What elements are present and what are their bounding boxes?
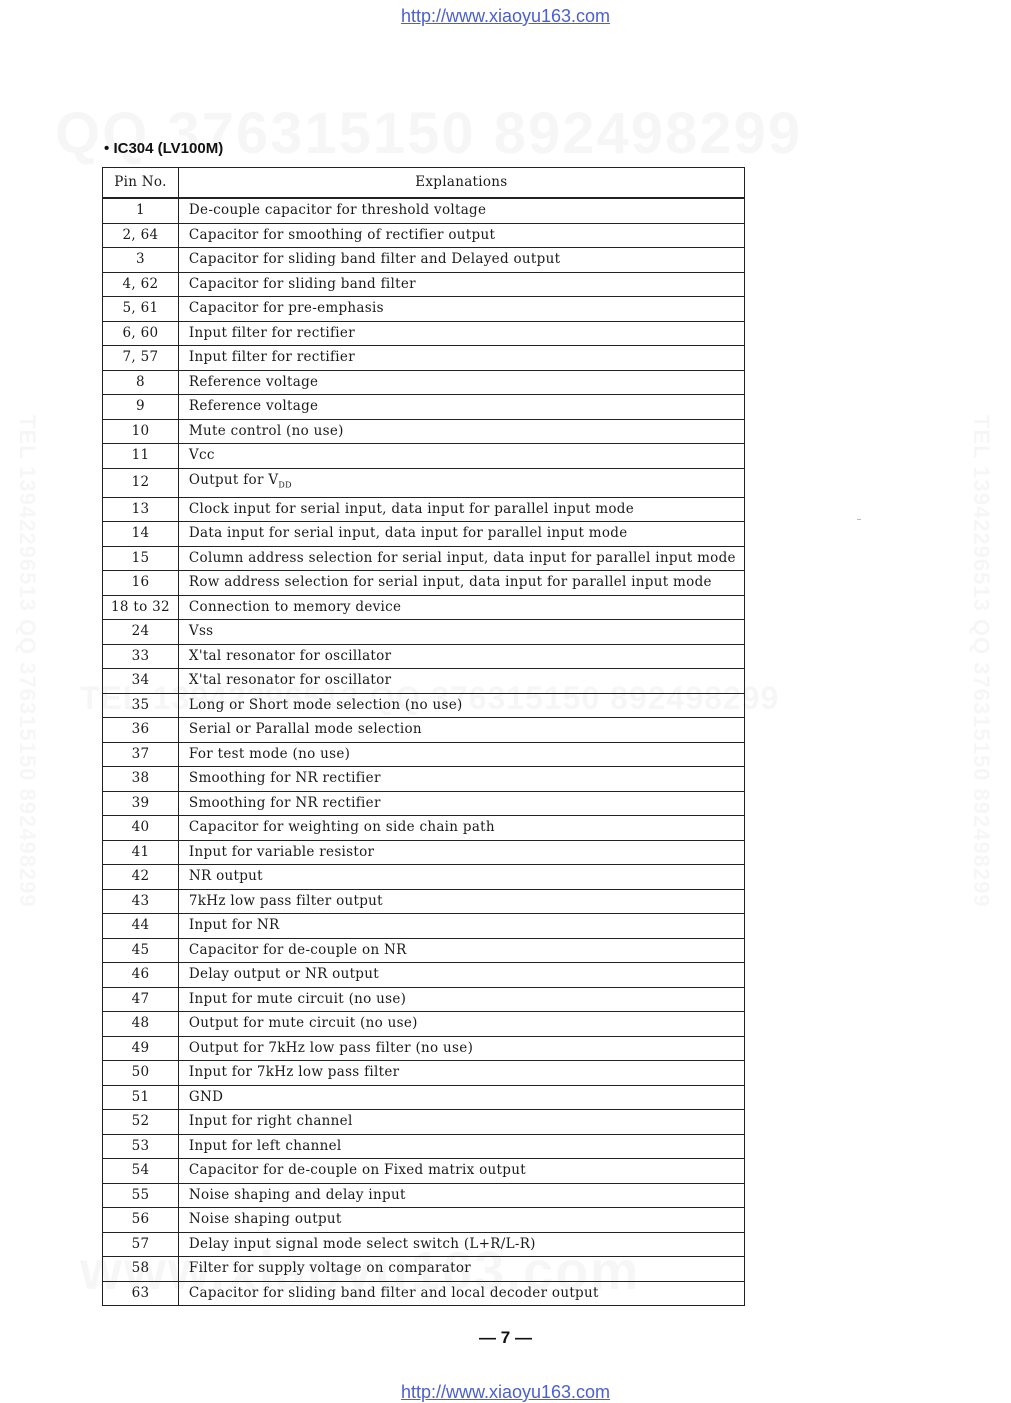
pin-number-cell: 45 [103, 938, 179, 963]
watermark-right [968, 415, 994, 908]
table-body [103, 198, 745, 1306]
pin-number-cell: 40 [103, 816, 179, 841]
table-row [103, 223, 745, 248]
explanation-text: Input for 7kHz low pass filter [188, 1064, 400, 1081]
explanation-text: Input for variable resistor [188, 843, 375, 860]
pin-number-cell: 63 [103, 1281, 179, 1306]
explanation-text: Output for mute circuit (no use) [188, 1015, 418, 1032]
explanation-cell [178, 223, 744, 248]
pin-number-cell: 41 [103, 840, 179, 865]
pin-number-cell: 51 [103, 1085, 179, 1110]
pin-number-cell: 2, 64 [103, 223, 179, 248]
explanation-cell [178, 297, 744, 322]
explanation-text: Capacitor for pre-emphasis [188, 300, 384, 316]
explanation-text: Delay output or NR output [188, 966, 379, 983]
explanation-cell [178, 620, 744, 645]
bullet: • [104, 140, 110, 157]
table-row [103, 595, 745, 620]
pin-number-cell: 18 to 32 [103, 595, 179, 620]
table-row [103, 840, 745, 865]
pin-number-cell: 3 [103, 248, 179, 273]
explanation-cell [178, 889, 744, 914]
explanation-cell [178, 346, 744, 371]
pin-number-cell: 7, 57 [103, 346, 179, 371]
pin-number-cell: 15 [103, 546, 179, 571]
explanation-cell [178, 693, 744, 718]
pin-number-cell: 46 [103, 963, 179, 988]
explanation-text: Noise shaping and delay input [188, 1186, 406, 1203]
explanation-text: Capacitor for de-couple on NR [188, 941, 407, 958]
table-row [103, 987, 745, 1012]
explanation-text: GND [188, 1088, 224, 1105]
explanation-text: Vcc [188, 447, 215, 463]
pin-number-cell: 16 [103, 571, 179, 596]
explanation-cell [178, 444, 744, 469]
explanation-cell [178, 963, 744, 988]
table-row [103, 1257, 745, 1282]
table-row [103, 1208, 745, 1233]
bottom-url-link[interactable]: http://www.xiaoyu163.com [400, 1382, 611, 1402]
explanation-text: Connection to memory device [188, 598, 402, 615]
explanation-text: Capacitor for sliding band filter [188, 275, 416, 292]
explanation-cell [178, 395, 744, 420]
subscript-text: DD [278, 480, 292, 490]
explanation-cell [178, 987, 744, 1012]
table-row [103, 444, 745, 469]
table-row [103, 522, 745, 547]
pin-number-cell: 10 [103, 419, 179, 444]
explanation-text: Output for 7kHz low pass filter (no use) [188, 1039, 474, 1056]
explanation-text: For test mode (no use) [188, 745, 351, 762]
explanation-cell [178, 1012, 744, 1037]
explanation-cell [178, 644, 744, 669]
pin-number-cell: 1 [103, 198, 179, 223]
pin-number-cell: 34 [103, 669, 179, 694]
explanation-text: Smoothing for NR rectifier [188, 794, 381, 811]
explanation-cell [178, 546, 744, 571]
table-row [103, 693, 745, 718]
explanation-text: Noise shaping output [188, 1211, 342, 1228]
explanation-cell [178, 1281, 744, 1306]
explanation-cell [178, 595, 744, 620]
speck [857, 519, 861, 520]
pin-number-cell: 8 [103, 370, 179, 395]
explanation-cell [178, 1085, 744, 1110]
explanation-cell [178, 248, 744, 273]
explanation-text: Clock input for serial input, data input for parallel input mode [188, 500, 634, 517]
pin-number-cell: 37 [103, 742, 179, 767]
watermark-left [14, 415, 40, 908]
pin-number-cell: 57 [103, 1232, 179, 1257]
top-url-link[interactable]: http://www.xiaoyu163.com [400, 6, 611, 26]
explanation-text: Reference voltage [188, 373, 319, 390]
explanation-text: Mute control (no use) [188, 422, 344, 439]
explanation-cell [178, 742, 744, 767]
table-row [103, 497, 745, 522]
section-title [104, 140, 223, 157]
explanation-cell [178, 571, 744, 596]
explanation-text: Input for right channel [188, 1113, 353, 1130]
pin-number-cell: 43 [103, 889, 179, 914]
table-header-row [103, 168, 745, 199]
table-row [103, 468, 745, 497]
explanation-text: Vss [188, 623, 214, 640]
pin-number-cell: 36 [103, 718, 179, 743]
pin-number-cell: 50 [103, 1061, 179, 1086]
table-row [103, 419, 745, 444]
table-row [103, 198, 745, 223]
explanation-text: Data input for serial input, data input for parallel input mode [188, 525, 628, 542]
explanation-cell [178, 272, 744, 297]
table-row [103, 963, 745, 988]
explanation-cell [178, 938, 744, 963]
explanation-cell [178, 321, 744, 346]
pin-number-cell: 49 [103, 1036, 179, 1061]
pin-number-cell: 56 [103, 1208, 179, 1233]
pin-number-cell: 38 [103, 767, 179, 792]
explanation-cell [178, 1208, 744, 1233]
table-row [103, 1232, 745, 1257]
pin-number-cell: 52 [103, 1110, 179, 1135]
explanation-text: Smoothing for NR rectifier [188, 770, 381, 787]
explanation-text: Row address selection for serial input, data input for parallel input mode [188, 574, 712, 591]
table-row [103, 272, 745, 297]
explanation-text: Capacitor for weighting on side chain path [188, 819, 495, 836]
explanation-text: Capacitor for sliding band filter and Delayed output [188, 251, 561, 267]
table-row [103, 1183, 745, 1208]
explanation-text: Capacitor for de-couple on Fixed matrix output [188, 1162, 526, 1179]
pin-number-cell: 39 [103, 791, 179, 816]
explanation-text: Delay input signal mode select switch (L+R/L-R) [188, 1235, 536, 1252]
table-row [103, 571, 745, 596]
explanation-cell [178, 914, 744, 939]
explanation-cell [178, 1257, 744, 1282]
table-row [103, 816, 745, 841]
explanation-cell [178, 419, 744, 444]
explanation-cell [178, 816, 744, 841]
pin-number-cell: 58 [103, 1257, 179, 1282]
header-explanations: Explanations [178, 168, 744, 199]
explanation-cell [178, 522, 744, 547]
table-row [103, 546, 745, 571]
table-row [103, 346, 745, 371]
table-row [103, 644, 745, 669]
section-title-text: IC304 (LV100M) [113, 140, 224, 157]
table-row [103, 1061, 745, 1086]
pin-table [102, 167, 745, 1306]
pin-number-cell: 44 [103, 914, 179, 939]
explanation-cell [178, 1061, 744, 1086]
pin-number-cell: 14 [103, 522, 179, 547]
explanation-text: Capacitor for sliding band filter and local decoder output [188, 1284, 599, 1301]
table-row [103, 321, 745, 346]
explanation-cell [178, 1036, 744, 1061]
explanation-cell [178, 669, 744, 694]
explanation-cell [178, 1110, 744, 1135]
page-number: — 7 — [479, 1328, 532, 1347]
explanation-text: Serial or Parallal mode selection [188, 721, 422, 738]
pin-number-cell: 6, 60 [103, 321, 179, 346]
table-row [103, 1036, 745, 1061]
table-row [103, 742, 745, 767]
explanation-text: 7kHz low pass filter output [188, 892, 383, 909]
explanation-cell [178, 718, 744, 743]
pin-number-cell: 24 [103, 620, 179, 645]
pin-number-cell: 48 [103, 1012, 179, 1037]
explanation-text: X'tal resonator for oscillator [188, 647, 392, 664]
explanation-cell [178, 840, 744, 865]
table-row [103, 865, 745, 890]
explanation-text: Long or Short mode selection (no use) [188, 696, 463, 713]
explanation-cell [178, 1183, 744, 1208]
explanation-text: Input for left channel [188, 1137, 342, 1154]
explanation-cell [178, 1134, 744, 1159]
pin-number-cell: 5, 61 [103, 297, 179, 322]
table-row [103, 1159, 745, 1184]
explanation-text: Input for mute circuit (no use) [188, 990, 407, 1007]
table-row [103, 395, 745, 420]
pin-number-cell: 42 [103, 865, 179, 890]
table-row [103, 767, 745, 792]
pin-number-cell: 33 [103, 644, 179, 669]
explanation-text: Column address selection for serial input, data input for parallel input mode [188, 549, 736, 566]
pin-number-cell: 54 [103, 1159, 179, 1184]
pin-number-cell: 53 [103, 1134, 179, 1159]
explanation-text: X'tal resonator for oscillator [188, 672, 392, 689]
header-pin-no: Pin No. [103, 168, 179, 199]
table-row [103, 889, 745, 914]
table-row [103, 620, 745, 645]
explanation-text: Filter for supply voltage on comparator [188, 1260, 472, 1277]
explanation-text: Input for NR [188, 917, 280, 934]
explanation-text: Reference voltage [188, 398, 319, 414]
explanation-cell [178, 1232, 744, 1257]
table-row [103, 791, 745, 816]
table-row [103, 914, 745, 939]
table-row [103, 1281, 745, 1306]
table-row [103, 938, 745, 963]
pin-number-cell: 35 [103, 693, 179, 718]
table-row [103, 1134, 745, 1159]
pin-number-cell: 9 [103, 395, 179, 420]
explanation-cell [178, 767, 744, 792]
pin-number-cell: 11 [103, 444, 179, 469]
pin-number-cell: 4, 62 [103, 272, 179, 297]
table-row [103, 1085, 745, 1110]
explanation-text: Capacitor for smoothing of rectifier output [188, 226, 496, 243]
table-row [103, 297, 745, 322]
table-row [103, 718, 745, 743]
table-row [103, 370, 745, 395]
explanation-cell [178, 198, 744, 223]
explanation-cell [178, 370, 744, 395]
table-row [103, 669, 745, 694]
pin-number-cell: 12 [103, 468, 179, 497]
pin-number-cell: 47 [103, 987, 179, 1012]
explanation-cell [178, 497, 744, 522]
table-row [103, 1012, 745, 1037]
explanation-cell [178, 1159, 744, 1184]
explanation-text: De-couple capacitor for threshold voltage [188, 202, 487, 218]
explanation-text: Output for V [188, 471, 279, 488]
explanation-cell [178, 468, 744, 497]
explanation-text: NR output [188, 868, 263, 885]
pin-number-cell: 13 [103, 497, 179, 522]
table-row [103, 248, 745, 273]
explanation-cell [178, 865, 744, 890]
explanation-text: Input filter for rectifier [188, 324, 355, 341]
explanation-cell [178, 791, 744, 816]
pin-number-cell: 55 [103, 1183, 179, 1208]
table-row [103, 1110, 745, 1135]
explanation-text: Input filter for rectifier [188, 349, 355, 365]
